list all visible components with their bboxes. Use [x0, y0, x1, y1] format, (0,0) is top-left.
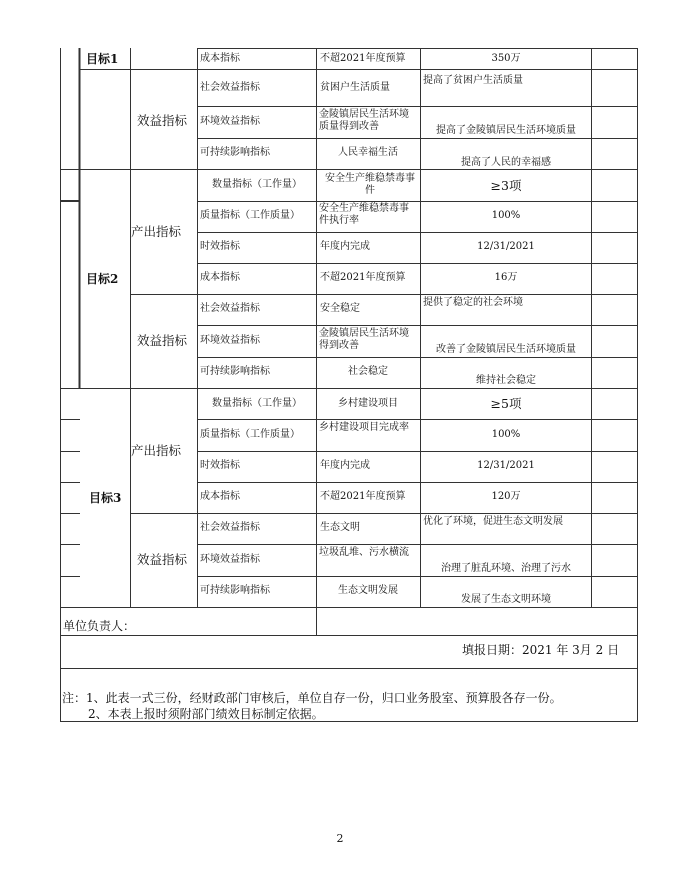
goal-2-indicator-content: 不超2021年度预算	[320, 272, 406, 283]
goal-1-sub-indicator: 环境效益指标	[200, 116, 260, 127]
goal-3-indicator-content: 不超2021年度预算	[320, 491, 406, 502]
goal-1-indicator-content: 不超2021年度预算	[320, 53, 406, 64]
goal-2-indicator-value: 提供了稳定的社会环境	[423, 297, 523, 308]
goal-1-indicator-value: 350万	[491, 53, 521, 64]
goal-3-benefit-category: 效益指标	[137, 552, 188, 567]
note-line-1: 注：1、此表一式三份，经财政部门审核后，单位自存一份，归口业务股室、预算股各存一份。	[62, 691, 562, 705]
goal-3-indicator-value: 治理了脏乱环境、治理了污水	[441, 563, 571, 574]
goal-3-output-category: 产出指标	[131, 443, 182, 458]
goal-3-sub-indicator: 质量指标（工作质量）	[200, 429, 300, 440]
goal-2-output-category: 产出指标	[131, 224, 182, 239]
goal-2-indicator-value: ≥3项	[490, 178, 522, 193]
goal-3-indicator-content: 生态文明	[320, 522, 360, 533]
goal-1-indicator-content: 贫困户生活质量	[320, 82, 390, 93]
goal-3-indicator-content: 年度内完成	[320, 460, 370, 471]
goal-2-indicator-value: 100%	[491, 210, 521, 221]
goal-3-sub-indicator: 时效指标	[200, 460, 240, 471]
goal-3-indicator-value: 优化了环境，促进生态文明发展	[423, 516, 563, 527]
goal-2-sub-indicator: 成本指标	[200, 272, 240, 283]
goal-3-sub-indicator: 成本指标	[200, 491, 240, 502]
goal-1-indicator-value: 提高了贫困户生活质量	[423, 75, 523, 86]
goal-2-indicator-value: 12/31/2021	[477, 241, 535, 252]
goal-3-sub-indicator: 数量指标（工作量）	[212, 398, 302, 409]
goal-1-indicator-value: 提高了人民的幸福感	[461, 157, 551, 168]
fill-date: 填报日期：2021 年 3月 2 日	[462, 643, 620, 657]
note-line-2: 2、本表上报时须附部门绩效目标制定依据。	[88, 707, 324, 721]
goal-3-indicator-value: 120万	[491, 491, 521, 502]
goal-3-indicator-content: 乡村建设项目完成率	[319, 422, 409, 433]
goal-3-indicator-content: 乡村建设项目	[338, 398, 398, 409]
goal-2-indicator-value: 维持社会稳定	[476, 375, 536, 386]
goal-2-indicator-value: 16万	[494, 272, 518, 283]
goal-3-sub-indicator: 环境效益指标	[200, 554, 260, 565]
goal-1-sub-indicator: 可持续影响指标	[200, 147, 270, 158]
goal-3-indicator-value: ≥5项	[490, 396, 522, 411]
goal-2-indicator-content: 安全稳定	[320, 303, 360, 314]
goal-2-indicator-content: 安全生产维稳禁毒事件执行率	[319, 203, 409, 226]
responsible-person-label: 单位负责人：	[63, 619, 136, 633]
goal-1-indicator-value: 提高了金陵镇居民生活环境质量	[436, 125, 576, 136]
goal-1-sub-indicator: 成本指标	[200, 53, 240, 64]
goal-3-sub-indicator: 可持续影响指标	[200, 585, 270, 596]
goal-3-indicator-value: 发展了生态文明环境	[461, 594, 551, 605]
goal-2-sub-indicator: 社会效益指标	[200, 303, 260, 314]
goal-2-indicator-content: 金陵镇居民生活环境得到改善	[319, 328, 409, 351]
goal-1-title: 目标1	[86, 52, 119, 66]
goal-2-title: 目标2	[86, 272, 119, 286]
goal-3-title: 目标3	[89, 491, 122, 505]
goal-2-benefit-category: 效益指标	[137, 333, 188, 348]
goal-2-indicator-content: 安全生产维稳禁毒事件	[325, 173, 415, 196]
goal-1-sub-indicator: 社会效益指标	[200, 82, 260, 93]
goal-2-indicator-content: 社会稳定	[348, 366, 388, 377]
goal-3-indicator-content: 生态文明发展	[338, 585, 398, 596]
goal-1-benefit-category: 效益指标	[137, 113, 188, 128]
goal-2-sub-indicator: 数量指标（工作量）	[212, 179, 302, 190]
goal-2-sub-indicator: 时效指标	[200, 241, 240, 252]
goal-2-sub-indicator: 可持续影响指标	[200, 366, 270, 377]
goal-2-indicator-value: 改善了金陵镇居民生活环境质量	[436, 344, 576, 355]
goal-1-indicator-content: 人民幸福生活	[338, 147, 398, 158]
page-number: 2	[336, 832, 344, 845]
goal-2-indicator-content: 年度内完成	[320, 241, 370, 252]
goal-2-sub-indicator: 质量指标（工作质量）	[200, 210, 300, 221]
goal-3-indicator-value: 12/31/2021	[477, 460, 535, 471]
goal-2-sub-indicator: 环境效益指标	[200, 335, 260, 346]
goal-3-indicator-content: 垃圾乱堆、污水横流	[319, 547, 409, 558]
goal-3-indicator-value: 100%	[491, 429, 521, 440]
goal-1-indicator-content: 金陵镇居民生活环境质量得到改善	[319, 109, 409, 132]
goal-3-sub-indicator: 社会效益指标	[200, 522, 260, 533]
